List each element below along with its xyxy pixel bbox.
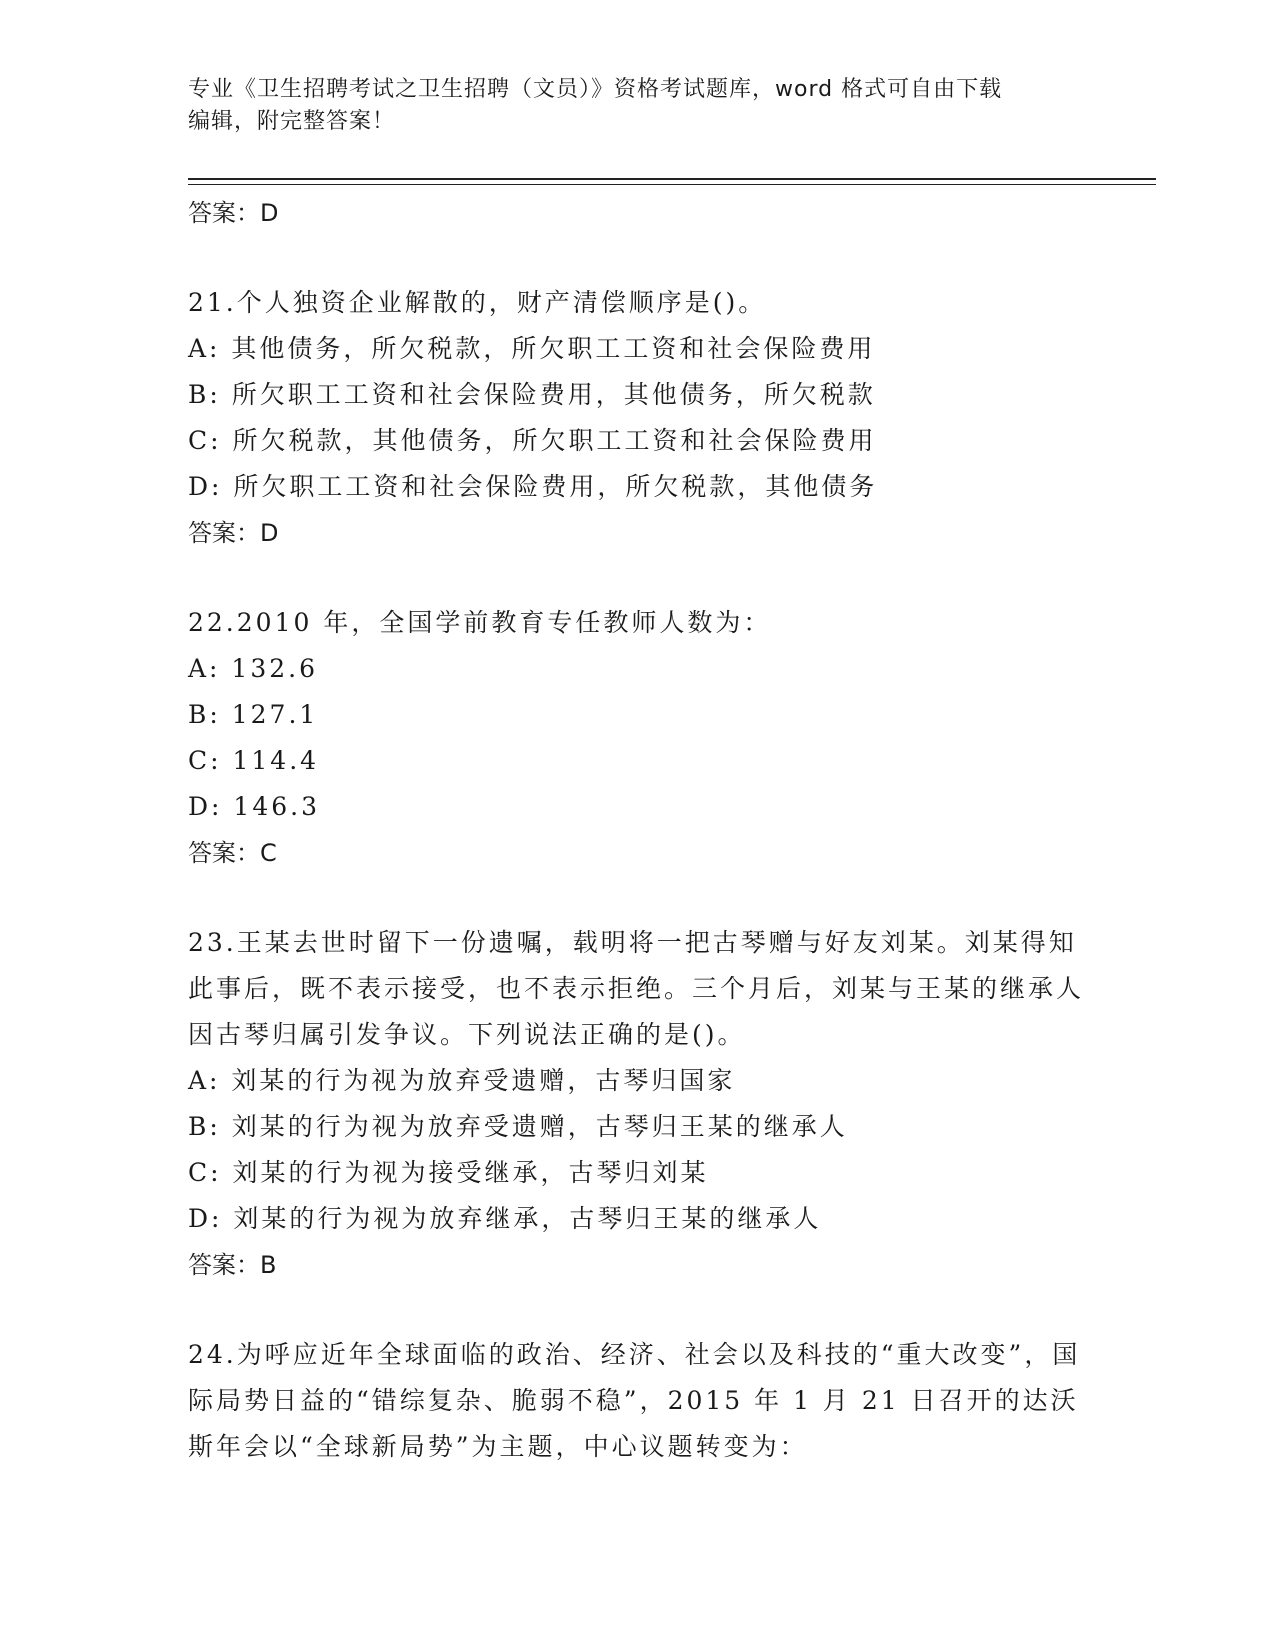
question-text: 21.个人独资企业解散的，财产清偿顺序是()。	[188, 288, 767, 317]
document-body	[188, 190, 1088, 1470]
answer-line: 答案：D	[188, 199, 279, 227]
option-a: A: 其他债务，所欠税款，所欠职工工资和社会保险费用	[188, 334, 876, 363]
question-22	[188, 600, 1088, 876]
spacer	[188, 1288, 1088, 1332]
spacer	[188, 876, 1088, 920]
question-21	[188, 280, 1088, 556]
question-23	[188, 920, 1088, 1288]
option-a: A: 132.6	[188, 654, 318, 683]
question-text: 22.2010 年，全国学前教育专任教师人数为：	[188, 608, 772, 637]
option-b: B: 127.1	[188, 700, 319, 729]
option-d: D: 刘某的行为视为放弃继承，古琴归王某的继承人	[188, 1204, 822, 1233]
header-line-2: 编辑，附完整答案！	[188, 109, 396, 134]
option-d: D: 所欠职工工资和社会保险费用，所欠税款，其他债务	[188, 472, 878, 501]
option-c: C: 刘某的行为视为接受继承，古琴归刘某	[188, 1158, 709, 1187]
answer-line: 答案：B	[188, 1251, 277, 1279]
question-text: 24.为呼应近年全球面临的政治、经济、社会以及科技的“重大改变”，国际局势日益的“错综复杂、脆弱不稳”，2015 年 1 月 21 日召开的达沃斯年会以“全球新局势”为主题，中心议题转变为：	[188, 1340, 1081, 1461]
spacer	[188, 236, 1088, 280]
answer-line: 答案：D	[188, 519, 279, 547]
option-b: B: 所欠职工工资和社会保险费用，其他债务，所欠税款	[188, 380, 876, 409]
header-rule-thick	[188, 178, 1156, 180]
option-c: C: 所欠税款，其他债务，所欠职工工资和社会保险费用	[188, 426, 877, 455]
option-d: D: 146.3	[188, 792, 320, 821]
option-a: A: 刘某的行为视为放弃受遗赠，古琴归国家	[188, 1066, 736, 1095]
spacer	[188, 556, 1088, 600]
header-line-1: 专业《卫生招聘考试之卫生招聘（文员）》资格考试题库，word 格式可自由下载	[188, 77, 1003, 102]
header-rule-thin	[188, 184, 1156, 185]
option-c: C: 114.4	[188, 746, 320, 775]
option-b: B: 刘某的行为视为放弃受遗赠，古琴归王某的继承人	[188, 1112, 848, 1141]
answer-line: 答案：C	[188, 839, 277, 867]
question-24	[188, 1332, 1088, 1470]
document-header	[188, 74, 1088, 138]
question-text: 23.王某去世时留下一份遗嘱，载明将一把古琴赠与好友刘某。刘某得知此事后，既不表示接受，也不表示拒绝。三个月后，刘某与王某的继承人因古琴归属引发争议。下列说法正确的是()。	[188, 928, 1085, 1049]
